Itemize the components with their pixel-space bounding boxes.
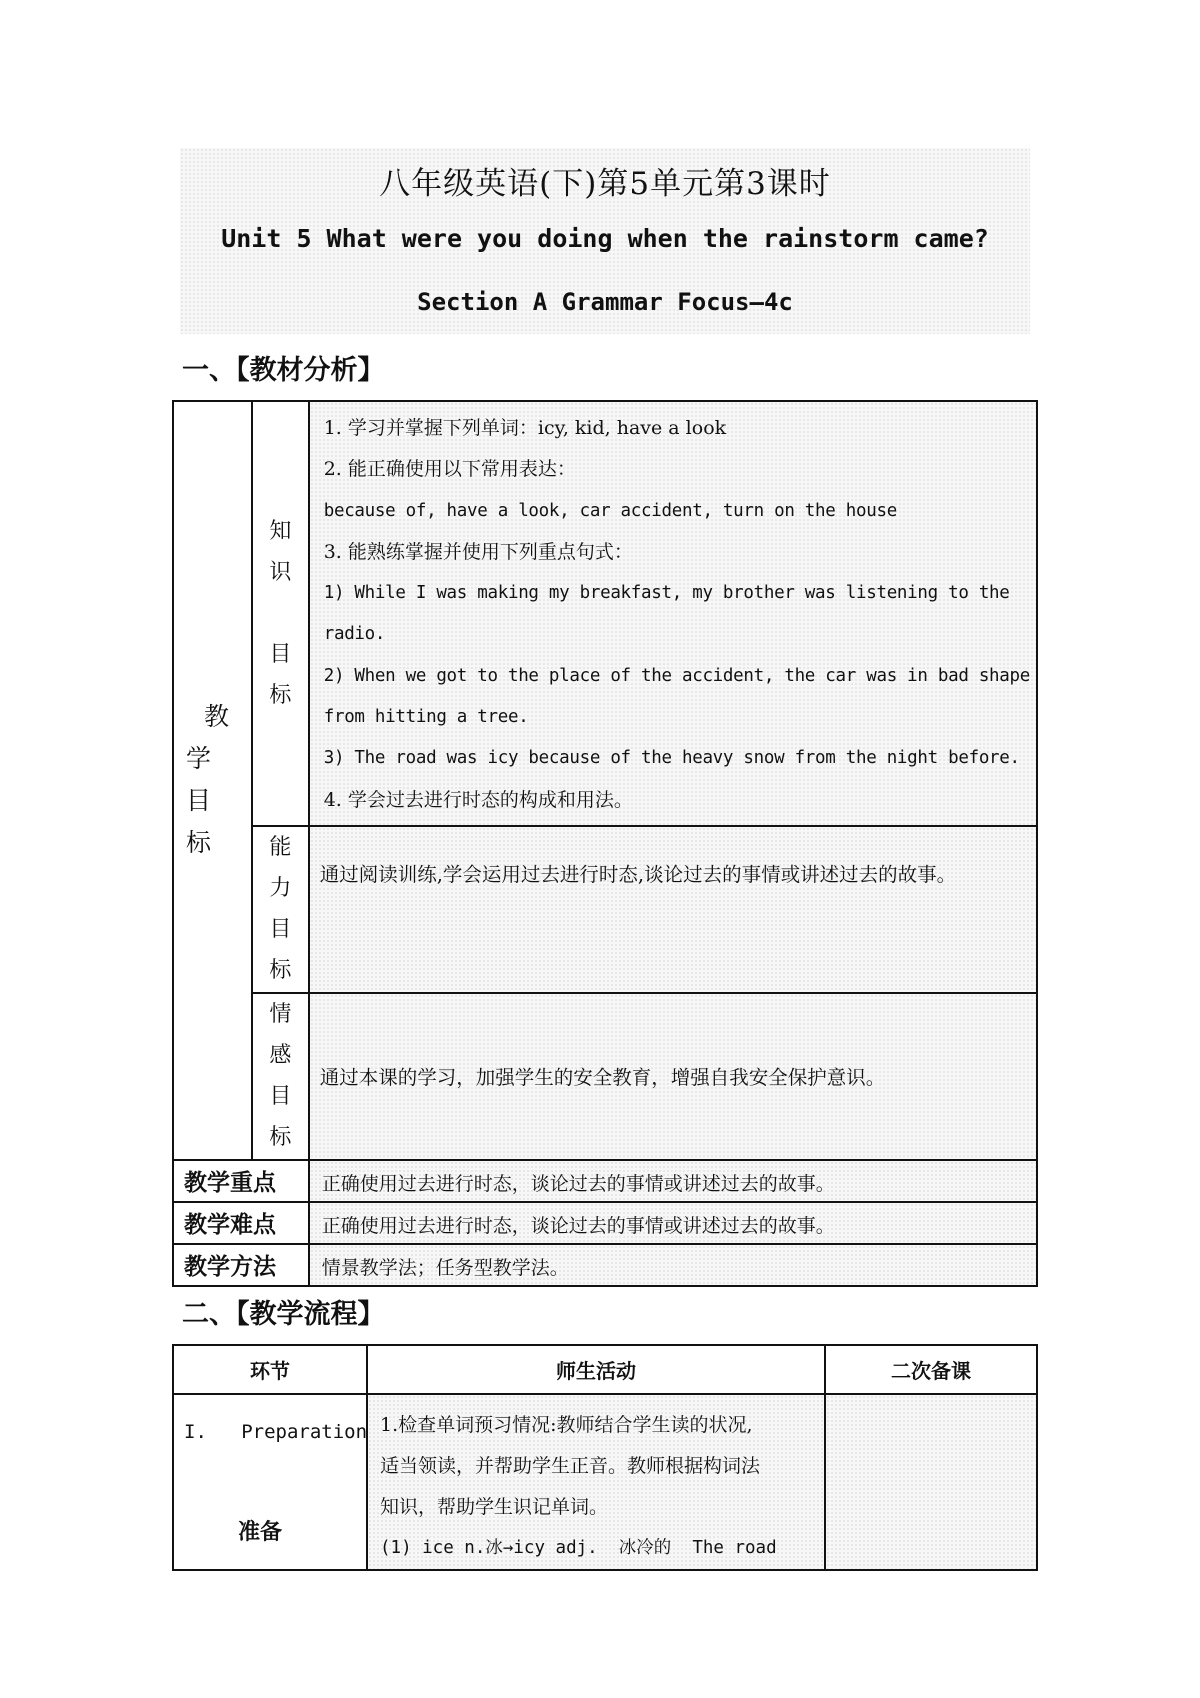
knowledge-goals-content — [309, 401, 1037, 826]
stage-name-en: I. Preparation — [184, 1421, 368, 1443]
analysis-table — [172, 400, 1038, 1287]
knowledge-line: 1) While I was making my breakfast, my brother was listening to the — [323, 583, 1010, 604]
col-stage: 环节 — [173, 1345, 367, 1394]
section1-heading: 一、【教材分析】 — [182, 355, 385, 386]
method-label: 教学方法 — [173, 1244, 309, 1286]
emotion-goals-text: 通过本课的学习，加强学生的安全教育，增强自我安全保护意识。 — [309, 993, 1037, 1160]
activities-cell — [367, 1394, 825, 1570]
difficulty-text: 正确使用过去进行时态，谈论过去的事情或讲述过去的故事。 — [309, 1202, 1037, 1244]
flow-table — [172, 1344, 1038, 1571]
stage-name-cn: 准备 — [238, 1519, 283, 1545]
notes-cell — [825, 1394, 1037, 1570]
activity-line: 知识，帮助学生识记单词。 — [380, 1496, 609, 1518]
page-title: 八年级英语(下)第5单元第3课时 — [379, 166, 831, 202]
knowledge-line: 1. 学习并掌握下列单词：icy, kid, have a look — [323, 417, 727, 439]
knowledge-line: radio. — [323, 624, 386, 645]
col-activities: 师生活动 — [367, 1345, 825, 1394]
teaching-goals-label: 教 学 目 标 — [173, 401, 252, 1160]
method-text: 情景教学法；任务型教学法。 — [309, 1244, 1037, 1286]
unit-title: Unit 5 What were you doing when the rainstorm came? — [221, 224, 989, 253]
knowledge-line: 2) When we got to the place of the accident, the car was in bad shape — [323, 665, 1030, 686]
activity-line: (1) ice n.冰→icy adj. 冰冷的 The road — [380, 1538, 777, 1558]
knowledge-goals-label: 知 识 目 标 — [252, 401, 309, 826]
title-block — [180, 148, 1030, 334]
section2-heading: 二、【教学流程】 — [182, 1299, 385, 1330]
section-subtitle: Section A Grammar Focus—4c — [417, 288, 793, 316]
activity-line: 1.检查单词预习情况:教师结合学生读的状况, — [380, 1414, 753, 1436]
key-point-text: 正确使用过去进行时态，谈论过去的事情或讲述过去的故事。 — [309, 1160, 1037, 1202]
knowledge-line: 4. 学会过去进行时态的构成和用法。 — [323, 788, 633, 811]
knowledge-line: because of, have a look, car accident, turn on the house — [323, 500, 897, 521]
difficulty-label: 教学难点 — [173, 1202, 309, 1244]
knowledge-line: 3) The road was icy because of the heavy snow from the night before. — [323, 748, 1020, 769]
activity-line: 适当领读，并帮助学生正音。教师根据构词法 — [380, 1455, 761, 1477]
knowledge-line: 3. 能熟练掌握并使用下列重点句式： — [323, 540, 633, 563]
knowledge-line: from hitting a tree. — [323, 707, 529, 728]
knowledge-line: 2. 能正确使用以下常用表达： — [323, 458, 576, 481]
stage-cell — [173, 1394, 367, 1570]
ability-goals-label: 能 力 目 标 — [252, 826, 309, 993]
emotion-goals-label: 情 感 目 标 — [252, 993, 309, 1160]
key-point-label: 教学重点 — [173, 1160, 309, 1202]
col-notes: 二次备课 — [825, 1345, 1037, 1394]
ability-goals-text: 通过阅读训练,学会运用过去进行时态,谈论过去的事情或讲述过去的故事。 — [309, 826, 1037, 993]
